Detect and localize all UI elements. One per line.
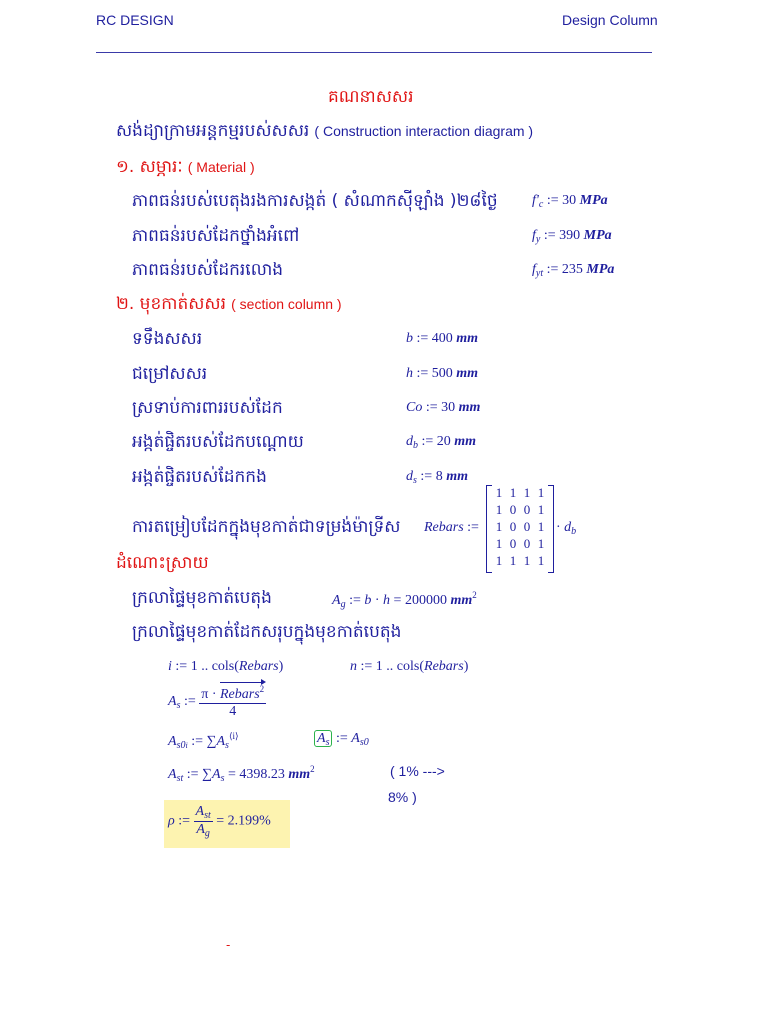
steel-area-label: ក្រលាផ្ទៃមុខកាត់ដែកសរុបក្នុងមុខកាត់បេតុង (132, 622, 402, 642)
rebar-label: ការតម្រៀបដែកក្នុងមុខកាត់ជាទម្រង់ម៉ាទ្រីស (132, 517, 401, 537)
gross-area-label: ក្រលាផ្ទៃមុខកាត់បេតុង (132, 588, 272, 608)
material-label-fyt: ភាពធន់របស់ដែករលោង (132, 260, 284, 280)
material-fc: $f'_c$ := 30 MPa (532, 193, 608, 210)
matrix-right-bracket (548, 485, 554, 573)
as0-formula: $A_{s0i}$ := $\sum A_s^{⟨i⟩}$ (168, 731, 239, 751)
ratio-note-line2: 8% ) (388, 789, 417, 805)
rebar-matrix (486, 485, 554, 573)
header-divider (96, 52, 652, 53)
material-label-fy: ភាពធន់របស់ដែកថ្នាំងអំពៅ (132, 226, 300, 246)
section1-heading-en: ( Material ) (187, 159, 255, 175)
matrix-row: 1 0 0 1 (495, 519, 545, 534)
matrix-row: 1 1 1 1 (495, 485, 545, 500)
rebar-name: Rebars := (424, 520, 479, 535)
ast-formula: $A_{st}$ := $\sum A_s = 4398.23$ $mm^2$ (168, 764, 315, 784)
matrix-row: 1 1 1 1 (495, 553, 545, 568)
as-redef-formula: $A_s$ := $A_{s0}$ (314, 731, 369, 748)
section-label-db: អង្កត់ផ្ចិតរបស់ដែកបណ្តោយ (132, 432, 304, 452)
material-fyt: $f_{yt}$ := 235 MPa (532, 262, 615, 279)
header-left: RC DESIGN (96, 12, 174, 28)
section-db: $d_b$ := 20 mm (406, 434, 477, 451)
as-formula: $A_s$ := $\frac{\pi \cdot Rebars^2}{4}$ (168, 684, 265, 719)
matrix-row: 1 0 0 1 (495, 502, 545, 517)
section-co: Co := 30 mm (406, 400, 481, 415)
section-label-b: ទទឹងសសរ (132, 329, 203, 349)
section-label-co: ស្រទាប់ការពាររបស់ដែក (132, 398, 283, 418)
range-n: n := 1 .. cols(Rebars) (350, 659, 469, 674)
section1-heading-km: ១. សម្ភារៈ (116, 157, 183, 177)
rho-formula: ρ := $\frac{A_{st}}{A_g}$ = 2.199% (168, 804, 271, 839)
header-right: Design Column (562, 12, 658, 28)
section-b: b := 400 mm (406, 331, 479, 346)
section-label-ds: អង្កត់ផ្ចិតរបស់ដែកកង (132, 467, 267, 487)
gross-area-formula: $A_g$ := b · h = 200000 $mm^2$ (332, 590, 477, 610)
section1-heading (116, 156, 255, 181)
section-h: h := 500 mm (406, 366, 479, 381)
solution-heading: ដំណោះស្រាយ (116, 553, 209, 573)
section2-heading-en: ( section column ) (231, 296, 342, 312)
material-fy: $f_y$ := 390 MPa (532, 228, 612, 245)
section-label-h: ជម្រៅសសរ (132, 364, 208, 384)
material-label-fc: ភាពធន់របស់បេតុងរងការសង្កត់ ( សំណាកស៊ីឡាំង )២៨ថ្ងៃ (132, 191, 498, 211)
ratio-note-line1: ( 1% ---> (390, 763, 445, 779)
subtitle (116, 120, 533, 145)
subtitle-km: សង់ដ្យាក្រាមអន្តកម្មរបស់សសរ (116, 121, 310, 141)
section2-heading-km: ២. មុខកាត់សសរ (116, 294, 227, 314)
matrix-row: 1 0 0 1 (495, 536, 545, 551)
section-ds: $d_s$ := 8 mm (406, 469, 468, 486)
range-i: i := 1 .. cols(Rebars) (168, 659, 284, 674)
subtitle-en: ( Construction interaction diagram ) (314, 123, 534, 139)
rebar-multiplier: · $d_b$ (556, 520, 577, 537)
section2-heading (116, 293, 342, 318)
footer-mark: - (226, 938, 231, 952)
page-title: គណនាសសរ (328, 87, 414, 107)
